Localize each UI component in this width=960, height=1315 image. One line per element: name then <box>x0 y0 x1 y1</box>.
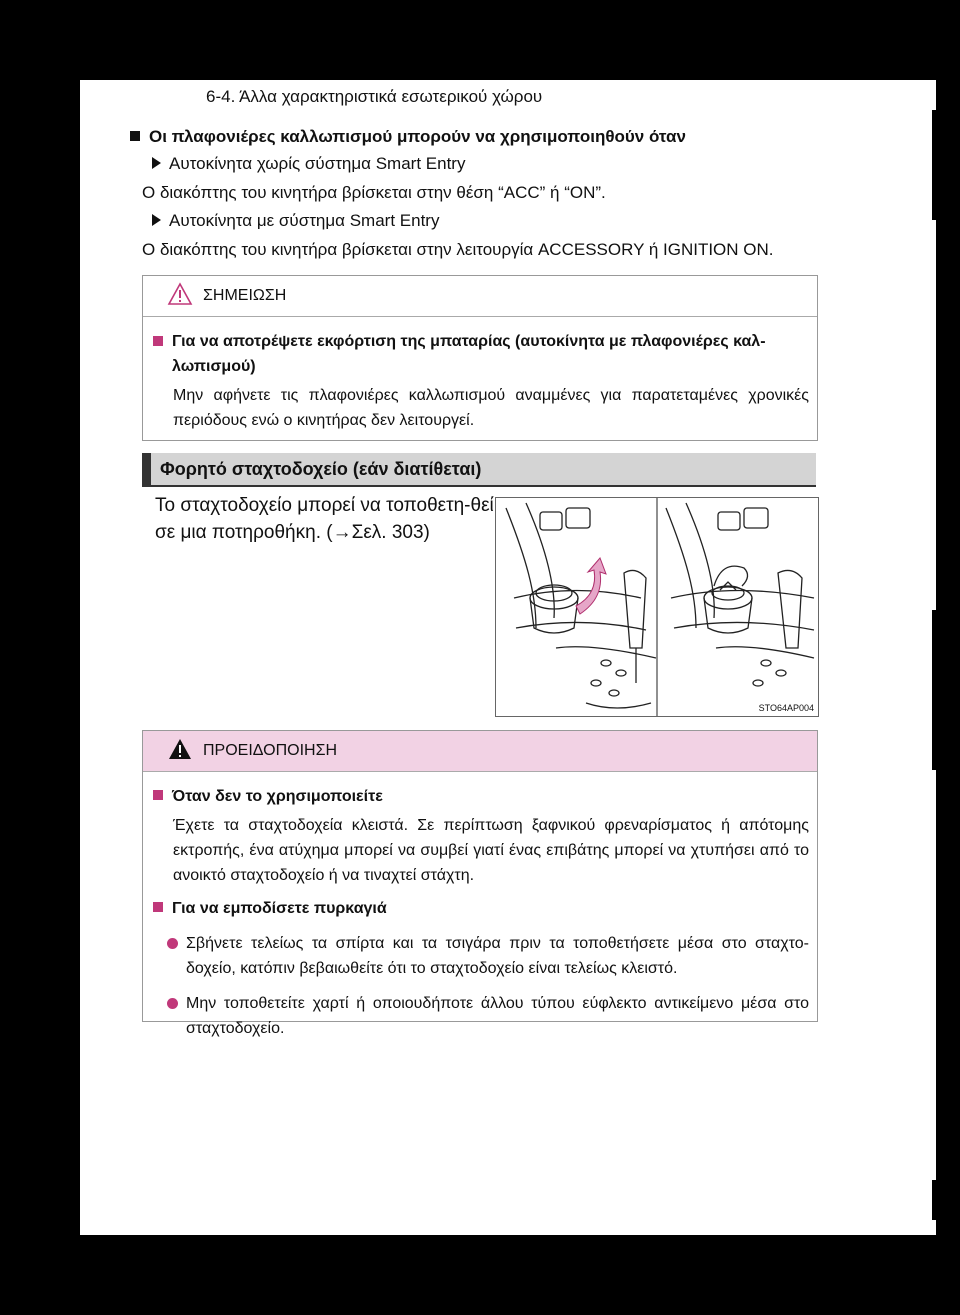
edge-marker <box>932 610 939 770</box>
edge-marker <box>932 110 939 220</box>
triangle-bullet-icon <box>152 157 161 169</box>
section-title: Φορητό σταχτοδοχείο (εάν διατίθεται) <box>160 459 482 479</box>
warning-bullet-2: Μην τοποθετείτε χαρτί ή οποιουδήποτε άλλου τύπου εύφλεκτο αντικείμενο μέσα στο σταχτοδοχείο. <box>153 991 809 1041</box>
warning-label: ΠΡΟΕΙΔΟΠΟΙΗΣΗ <box>203 742 338 759</box>
notice-body <box>143 317 817 449</box>
warning-text-1: Έχετε τα σταχτοδοχεία κλειστά. Σε περίπτωση ξαφνικού φρεναρίσματος ή απότομης εκτροπής, ένα ατύχημα μπορεί να συμβεί γιατί ένας επιβάτης μπορεί να χτυπήσει από το ανοικτό σταχτοδοχείο ή να τιναχτεί στάχτη. <box>173 817 809 884</box>
notice-box <box>142 275 818 441</box>
warning-body <box>143 772 817 1057</box>
warning-box <box>142 730 818 1037</box>
square-bullet-icon <box>153 336 163 346</box>
edge-marker <box>932 1180 939 1220</box>
ashtray-illustration <box>495 497 819 717</box>
lights-item1-text: Ο διακόπτης του κινητήρα βρίσκεται στην θέση “ACC” ή “ON”. <box>142 183 606 202</box>
round-bullet-icon <box>167 998 178 1009</box>
warning-triangle-icon <box>167 737 193 761</box>
figure-code: STO64AP004 <box>758 703 814 713</box>
ashtray-text: Το σταχτοδοχείο μπορεί να τοποθετη-θεί σε μια ποτηροθήκη. (→Σελ. 303) <box>155 495 494 543</box>
square-bullet-icon <box>153 790 163 800</box>
square-bullet-icon <box>153 902 163 912</box>
lights-item2-label: Αυτοκίνητα με σύστημα Smart Entry <box>152 209 439 233</box>
notice-header <box>143 276 817 317</box>
warning-heading-1: Όταν δεν το χρησιμοποιείτε <box>153 784 809 809</box>
lights-heading: Οι πλαφονιέρες καλλωπισμού μπορούν να χρησιμοποιηθούν όταν <box>130 127 686 147</box>
caution-triangle-icon <box>167 282 193 306</box>
page-header: 6-4. Άλλα χαρακτηριστικά εσωτερικού χώρου <box>206 87 543 106</box>
section-title-bar <box>142 453 816 487</box>
lights-item2-text: Ο διακόπτης του κινητήρα βρίσκεται στην λειτουργία ACCESSORY ή IGNITION ON. <box>142 240 774 259</box>
ashtray-diagram <box>496 498 818 716</box>
square-bullet-icon <box>130 131 140 141</box>
manual-page <box>80 80 936 1235</box>
round-bullet-icon <box>167 938 178 949</box>
lights-item1-label: Αυτοκίνητα χωρίς σύστημα Smart Entry <box>152 152 465 176</box>
warning-heading-2: Για να εμποδίσετε πυρκαγιά <box>153 896 809 921</box>
notice-text: Μην αφήνετε τις πλαφονιέρες καλλωπισμού αναμμένες για παρατεταμένες χρονικές περιόδους ενώ ο κινητήρας δεν λειτουργεί. <box>173 387 809 429</box>
notice-label: ΣΗΜΕΙΩΣΗ <box>203 287 287 304</box>
warning-bullet-1: Σβήνετε τελείως τα σπίρτα και τα τσιγάρα πριν τα τοποθετήσετε μέσα στο σταχτο-δοχείο, κατόπιν βεβαιωθείτε ότι το σταχτοδοχείο είναι τελείως κλειστό. <box>153 931 809 981</box>
notice-heading: Για να αποτρέψετε εκφόρτιση της μπαταρίας (αυτοκίνητα με πλαφονιέρες καλ-λωπισμού) <box>153 329 809 379</box>
warning-header <box>143 731 817 772</box>
triangle-bullet-icon <box>152 214 161 226</box>
